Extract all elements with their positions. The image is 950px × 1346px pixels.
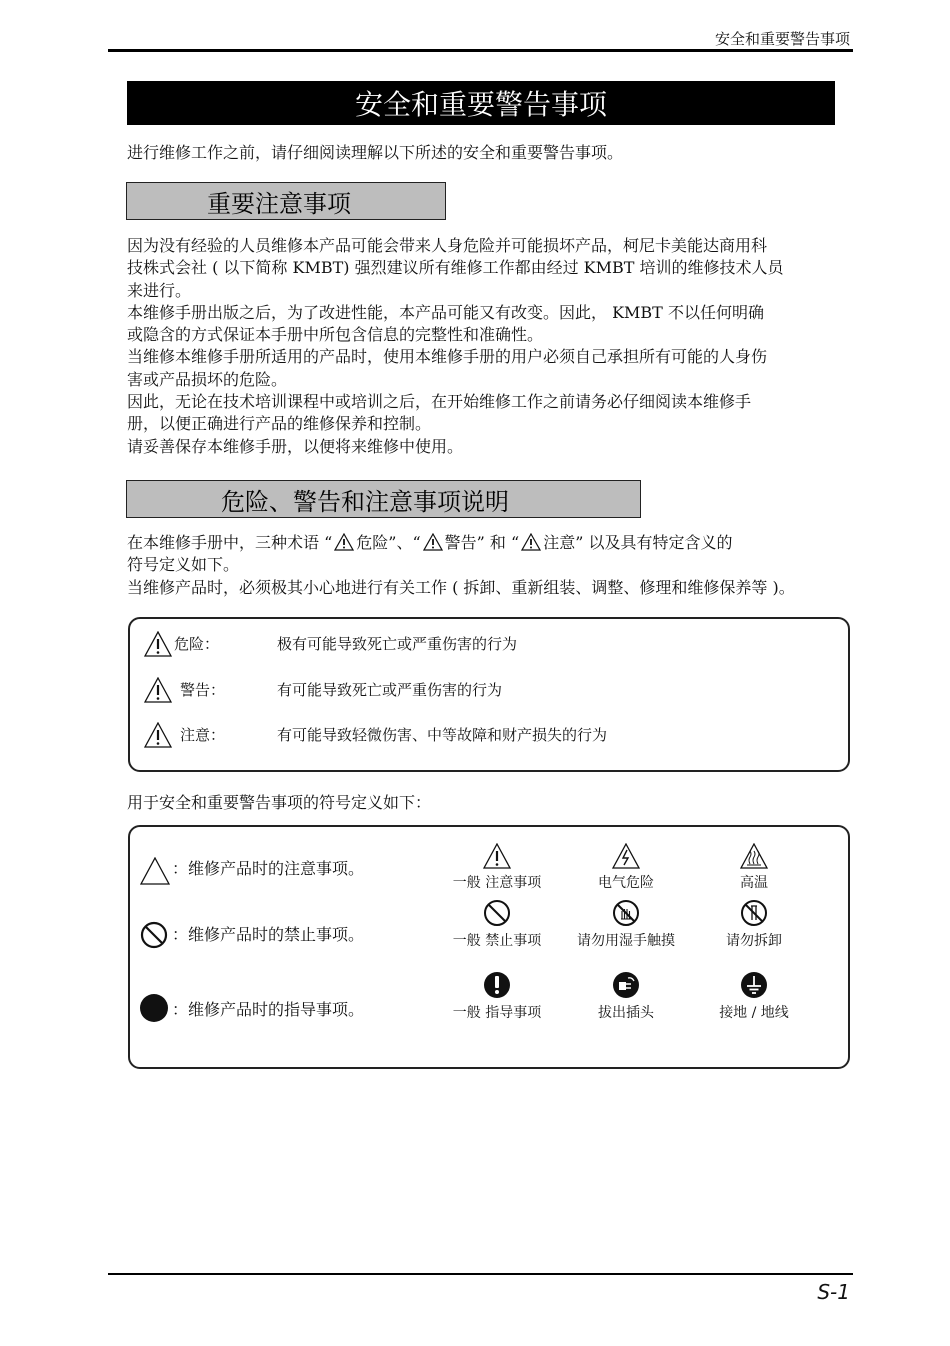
body-line: 或隐含的方式保证本手册中所包含信息的完整性和准确性。 <box>127 325 544 345</box>
danger-label: 危险： <box>174 635 220 653</box>
body-line: 技株式会社 ( 以下简称 KMBT) 强烈建议所有维修工作都由经过 KMBT 培训的维修技术人员 <box>127 258 784 278</box>
important-notes-body <box>127 235 857 458</box>
caution-symbol-text: ：维修产品时的注意事项。 <box>172 859 365 878</box>
electrical-hazard-icon <box>612 843 640 869</box>
warning-triangle-icon <box>334 533 354 551</box>
ground-icon <box>740 971 768 999</box>
symbols-box <box>128 825 850 1069</box>
general-caution-icon <box>483 843 511 869</box>
body-line: 害或产品损坏的危险。 <box>127 369 288 389</box>
body-line: 本维修手册出版之后，为了改进性能，本产品可能又有改变。因此， KMBT 不以任何明确 <box>127 302 764 322</box>
grid-label: 电气危险 <box>598 875 654 891</box>
warning-triangle-icon <box>144 677 172 703</box>
hazard-definitions-body <box>127 532 857 599</box>
body-line: 请妥善保存本维修手册，以便将来维修中使用。 <box>127 436 464 456</box>
grid-label: 高温 <box>740 875 768 891</box>
grid-label: 一般 禁止事项 <box>452 933 542 949</box>
body-line: 因为没有经验的人员维修本产品可能会带来人身危险并可能损坏产品，柯尼卡美能达商用科 <box>127 236 768 255</box>
body-line: 册，以便正确进行产品的维修保养和控制。 <box>127 414 432 434</box>
intro-text: 进行维修工作之前，请仔细阅读理解以下所述的安全和重要警告事项。 <box>127 143 624 162</box>
unplug-icon <box>612 971 640 999</box>
general-prohibition-icon <box>483 899 511 927</box>
caution-description: 有可能导致轻微伤害、中等故障和财产损失的行为 <box>277 726 608 744</box>
running-header: 安全和重要警告事项 <box>714 30 850 48</box>
grid-cell-electrical-hazard <box>561 843 691 892</box>
warning-triangle-icon <box>423 533 443 551</box>
symbols-intro: 用于安全和重要警告事项的符号定义如下： <box>127 793 432 812</box>
no-disassembly-icon <box>740 899 768 927</box>
body-line: 当维修本维修手册所适用的产品时，使用本维修手册的用户必须自己承担所有可能的人身伤 <box>127 347 768 367</box>
grid-label: 请勿用湿手触摸 <box>577 933 675 949</box>
grid-label: 拔出插头 <box>598 1005 654 1021</box>
section-heading-hazard-definitions: 危险、警告和注意事项说明 <box>126 480 641 518</box>
page-number: S-1 <box>817 1280 850 1304</box>
instruction-symbol-text: ：维修产品时的指导事项。 <box>172 1000 365 1019</box>
caution-label: 注意： <box>180 726 226 744</box>
body-line: 当维修产品时，必须极其小心地进行有关工作 ( 拆卸、重新组装、调整、修理和维修保养等 )。 <box>127 577 795 597</box>
danger-description: 极有可能导致死亡或严重伤害的行为 <box>277 635 518 653</box>
filled-circle-icon <box>139 993 169 1023</box>
caution-triangle-icon <box>144 722 172 748</box>
body-line: 来进行。 <box>127 280 192 300</box>
grid-label: 接地 / 地线 <box>719 1005 789 1021</box>
page-title: 安全和重要警告事项 <box>127 81 835 125</box>
footer-rule <box>108 1273 853 1275</box>
caution-triangle-icon <box>140 857 170 885</box>
section-heading-important-notes: 重要注意事项 <box>126 182 446 220</box>
grid-label: 请勿拆卸 <box>726 933 782 949</box>
warning-label: 警告： <box>180 681 226 699</box>
grid-cell-ground <box>689 971 819 1022</box>
grid-cell-general-caution <box>432 843 562 892</box>
body-line: 因此，无论在技术培训课程中或培训之后，在开始维修工作之前请务必仔细阅读本维修手 <box>127 392 752 412</box>
warning-description: 有可能导致死亡或严重伤害的行为 <box>277 681 503 699</box>
body-line: 符号定义如下。 <box>127 555 240 575</box>
grid-cell-general-prohibition <box>432 899 562 950</box>
hazard-levels-box <box>128 617 850 772</box>
grid-cell-no-disassembly <box>689 899 819 950</box>
grid-cell-unplug <box>561 971 691 1022</box>
prohibition-circle-icon <box>140 921 168 949</box>
header-rule <box>108 49 853 52</box>
prohibition-symbol-text: ：维修产品时的禁止事项。 <box>172 925 365 944</box>
body-line: 在本维修手册中，三种术语 “ 危险”、“ 警告” 和 “ 注意” 以及具有特定含义的 <box>127 533 733 552</box>
general-instruction-icon <box>483 971 511 999</box>
grid-label: 一般 指导事项 <box>452 1005 542 1021</box>
danger-triangle-icon <box>144 631 172 657</box>
grid-label: 一般 注意事项 <box>452 875 542 891</box>
grid-cell-high-temperature <box>689 843 819 892</box>
grid-cell-no-wet-hands <box>561 899 691 950</box>
grid-cell-general-instruction <box>432 971 562 1022</box>
warning-triangle-icon <box>521 533 541 551</box>
no-wet-hands-icon <box>612 899 640 927</box>
high-temperature-icon <box>740 843 768 869</box>
